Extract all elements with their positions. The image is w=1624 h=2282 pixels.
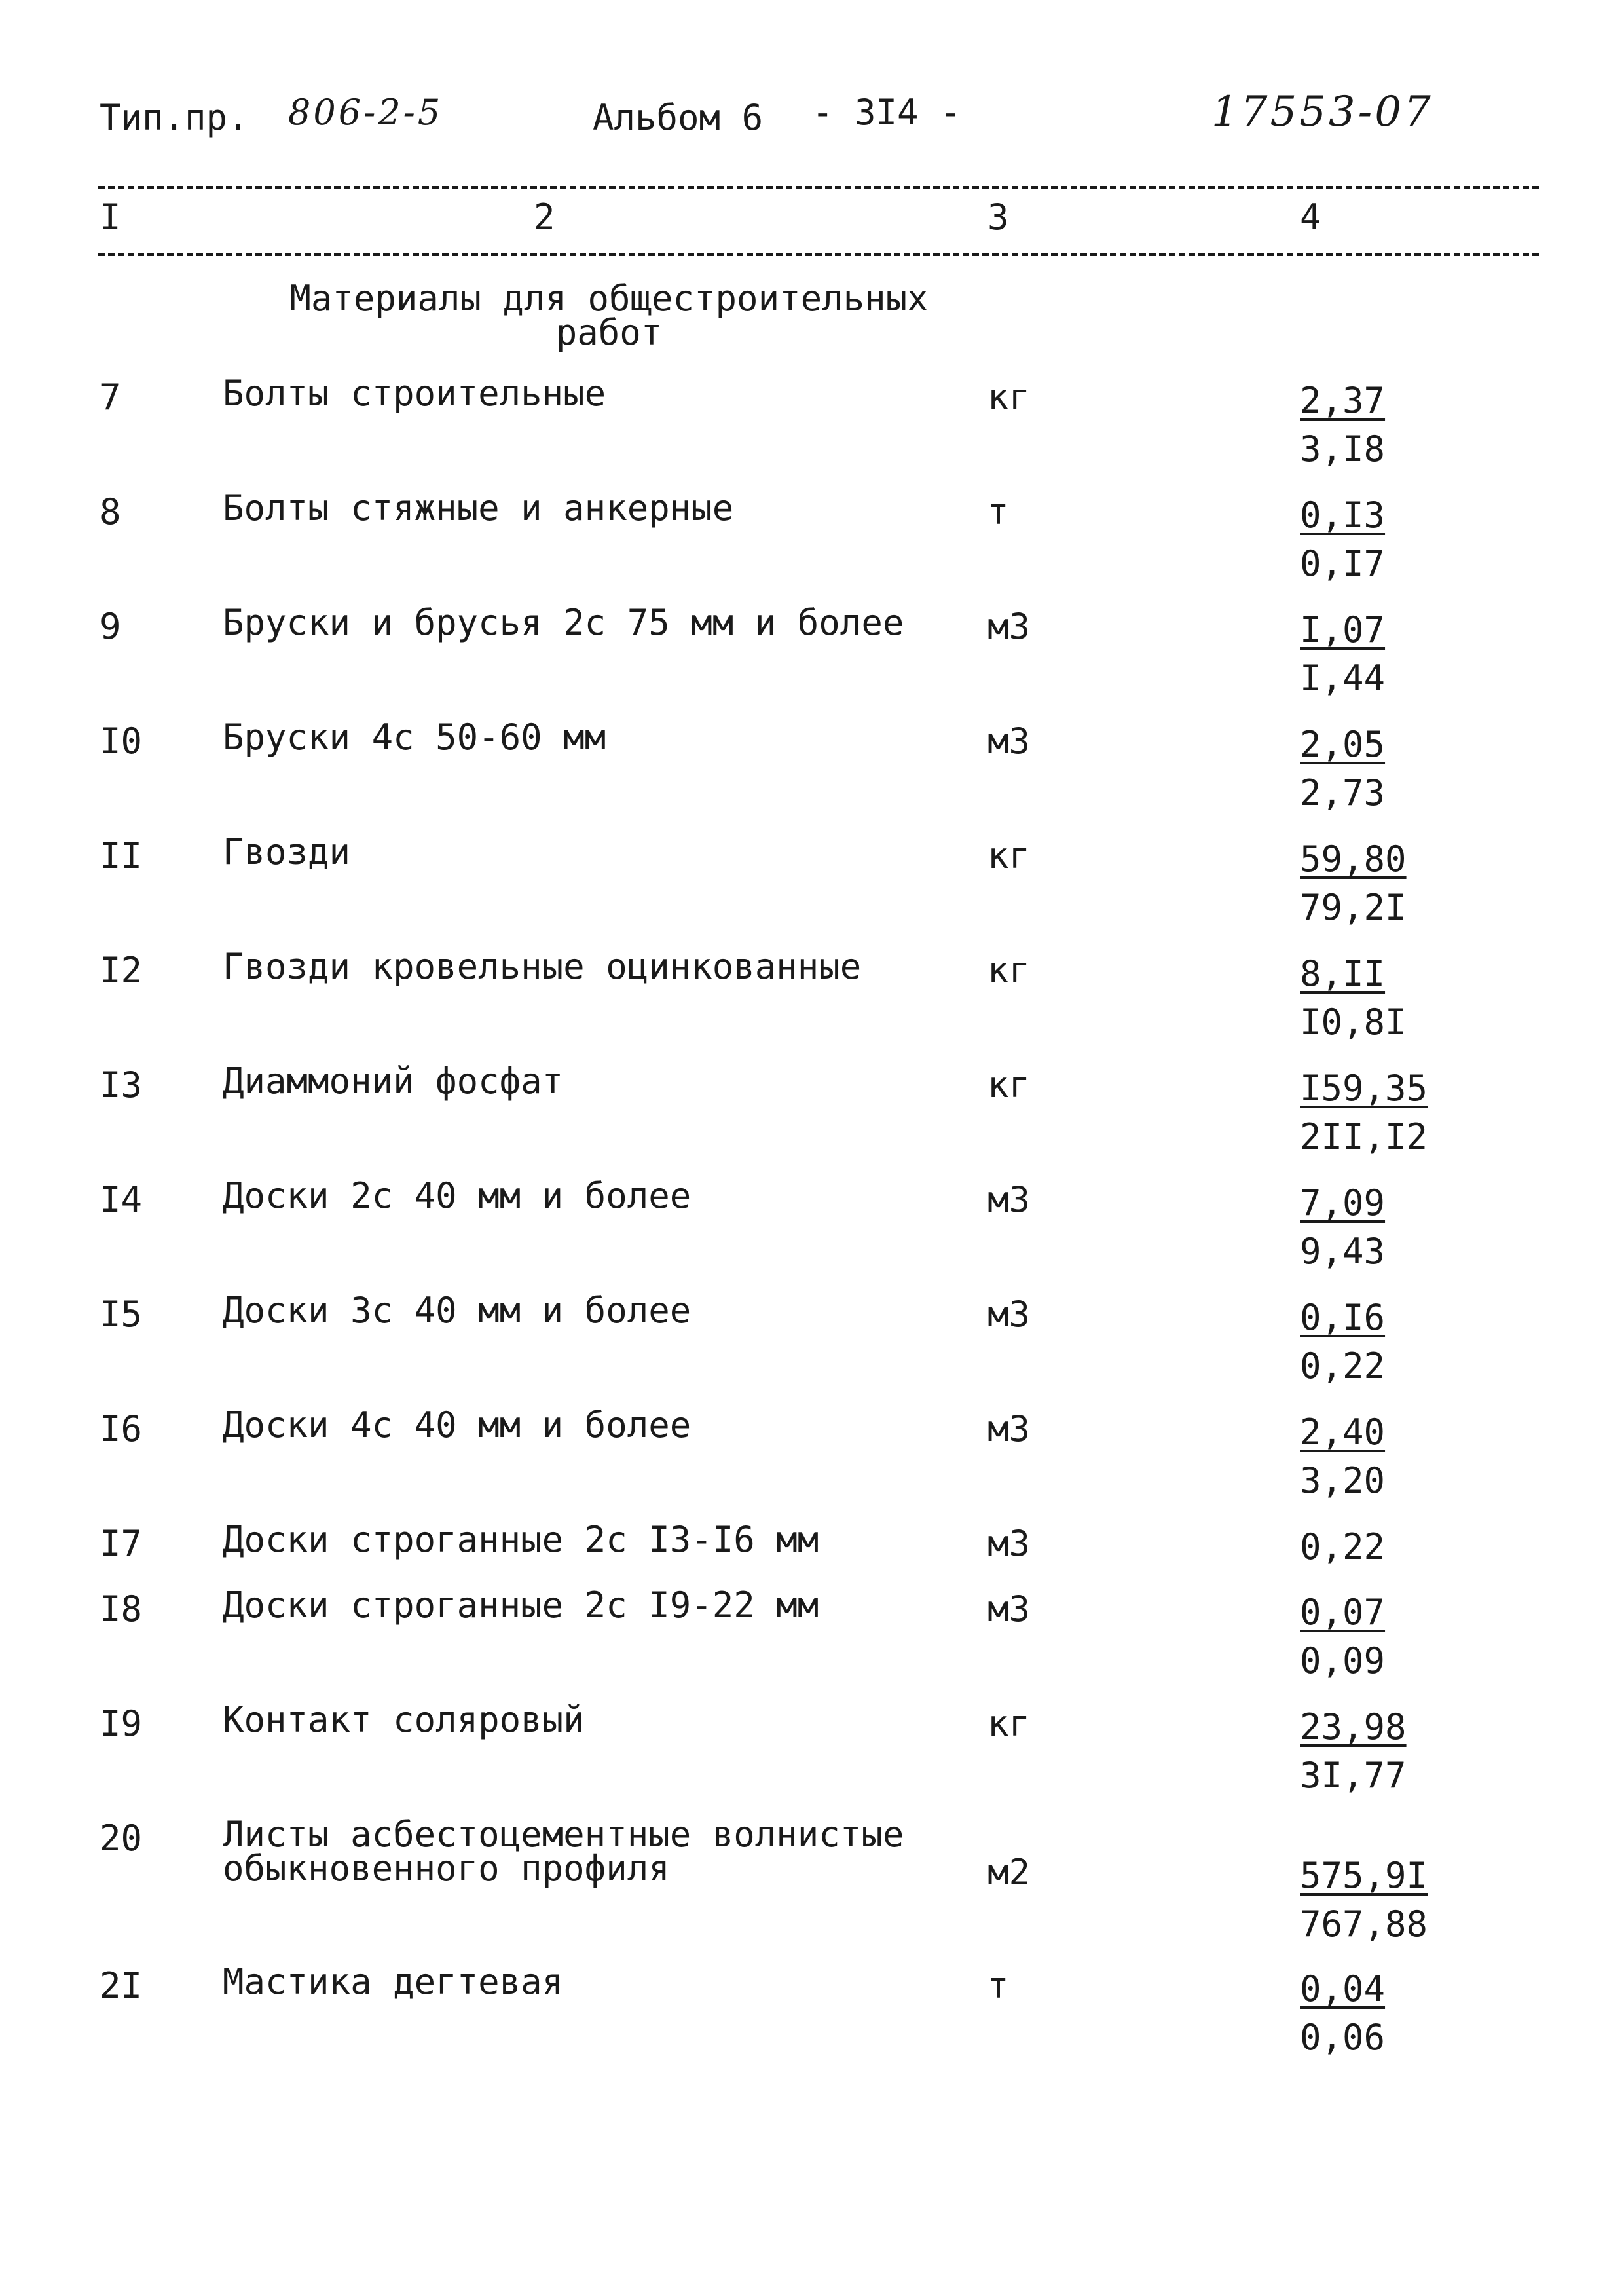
album-label: Альбом 6 [593, 97, 764, 138]
row-number: I4 [100, 1179, 143, 1220]
row-number: I8 [100, 1588, 143, 1630]
unit: кг [987, 950, 1031, 991]
unit: кг [987, 1703, 1031, 1744]
value-top: I59,35 [1300, 1068, 1428, 1109]
page-number: - 3I4 - [812, 92, 961, 133]
column-header-1: I [100, 196, 121, 238]
row-number: 8 [100, 491, 121, 533]
unit: кг [987, 1064, 1031, 1106]
unit: м3 [987, 1408, 1031, 1450]
value-top: 2,40 [1300, 1412, 1386, 1453]
value-bottom: 0,22 [1300, 1345, 1386, 1387]
value-bottom: 3,20 [1300, 1460, 1386, 1501]
value-bottom: 3I,77 [1300, 1755, 1407, 1796]
material-name: Мастика дегтевая [223, 1961, 564, 2002]
unit: м3 [987, 1588, 1031, 1630]
material-name: Доски 4с 40 мм и более [223, 1404, 692, 1446]
value-bottom: 0,06 [1300, 2017, 1386, 2058]
material-name: Доски 2с 40 мм и более [223, 1175, 692, 1216]
value-bottom: 0,I7 [1300, 543, 1386, 584]
value-top: 8,II [1300, 953, 1386, 994]
value-top: 0,I6 [1300, 1297, 1386, 1338]
value-top: 0,22 [1300, 1526, 1386, 1567]
material-name: Доски строганные 2с I3-I6 мм [223, 1519, 819, 1560]
material-name: Бруски и брусья 2с 75 мм и более [223, 602, 904, 643]
header-top-rule [98, 186, 1539, 189]
row-number: I2 [100, 950, 143, 991]
unit: м3 [987, 606, 1031, 647]
row-number: I7 [100, 1523, 143, 1564]
material-name: Контакт соляровый [223, 1699, 585, 1740]
section-title-text: Материалы для общестроительных работ [289, 278, 929, 353]
unit: м3 [987, 1294, 1031, 1335]
value-top: 2,05 [1300, 724, 1386, 765]
value-top: 0,I3 [1300, 495, 1386, 536]
material-name: Листы асбестоцементные волнистые обыкновенного профиля [223, 1814, 904, 1889]
unit: т [987, 491, 1009, 533]
row-number: I9 [100, 1703, 143, 1744]
row-number: I3 [100, 1064, 143, 1106]
unit: м2 [987, 1852, 1031, 1893]
value-bottom: I0,8I [1300, 1001, 1407, 1043]
row-number: 2I [100, 1965, 143, 2006]
value-top: 0,04 [1300, 1968, 1386, 2010]
material-name: Бруски 4с 50-60 мм [223, 717, 606, 758]
unit: м3 [987, 720, 1031, 762]
row-number: I6 [100, 1408, 143, 1450]
column-header-4: 4 [1300, 196, 1321, 238]
value-top: 0,07 [1300, 1592, 1386, 1633]
value-bottom: 9,43 [1300, 1231, 1386, 1272]
section-title [282, 278, 936, 353]
value-top: 575,9I [1300, 1855, 1428, 1896]
material-name: Гвозди [223, 831, 351, 872]
value-bottom: 79,2I [1300, 887, 1407, 928]
unit: м3 [987, 1523, 1031, 1564]
unit: кг [987, 377, 1031, 418]
material-name: Болты стяжные и анкерные [223, 487, 734, 529]
value-top: 2,37 [1300, 380, 1386, 421]
value-top: 59,80 [1300, 838, 1407, 880]
value-top: I,07 [1300, 609, 1386, 650]
value-bottom: 2,73 [1300, 772, 1386, 814]
row-number: I5 [100, 1294, 143, 1335]
unit: м3 [987, 1179, 1031, 1220]
doc-number: 17553-07 [1211, 88, 1433, 136]
value-top: 23,98 [1300, 1706, 1407, 1748]
unit: т [987, 1965, 1009, 2006]
type-label: Тип.пр. [100, 97, 249, 138]
value-bottom: I,44 [1300, 658, 1386, 699]
header-bottom-rule [98, 253, 1539, 256]
column-header-2: 2 [534, 196, 555, 238]
value-bottom: 0,09 [1300, 1640, 1386, 1681]
unit: кг [987, 835, 1031, 876]
material-name: Болты строительные [223, 373, 606, 414]
row-number: 7 [100, 377, 121, 418]
value-bottom: 767,88 [1300, 1903, 1428, 1945]
value-top: 7,09 [1300, 1182, 1386, 1224]
value-bottom: 3,I8 [1300, 428, 1386, 470]
row-number: II [100, 835, 143, 876]
material-name: Гвозди кровельные оцинкованные [223, 946, 862, 987]
project-code: 806-2-5 [288, 92, 443, 133]
value-bottom: 2II,I2 [1300, 1116, 1428, 1157]
column-header-3: 3 [987, 196, 1009, 238]
material-name: Доски 3с 40 мм и более [223, 1290, 692, 1331]
row-number: 9 [100, 606, 121, 647]
material-name: Диаммоний фосфат [223, 1060, 564, 1102]
material-name: Доски строганные 2с I9-22 мм [223, 1584, 819, 1626]
row-number: I0 [100, 720, 143, 762]
row-number: 20 [100, 1818, 143, 1859]
